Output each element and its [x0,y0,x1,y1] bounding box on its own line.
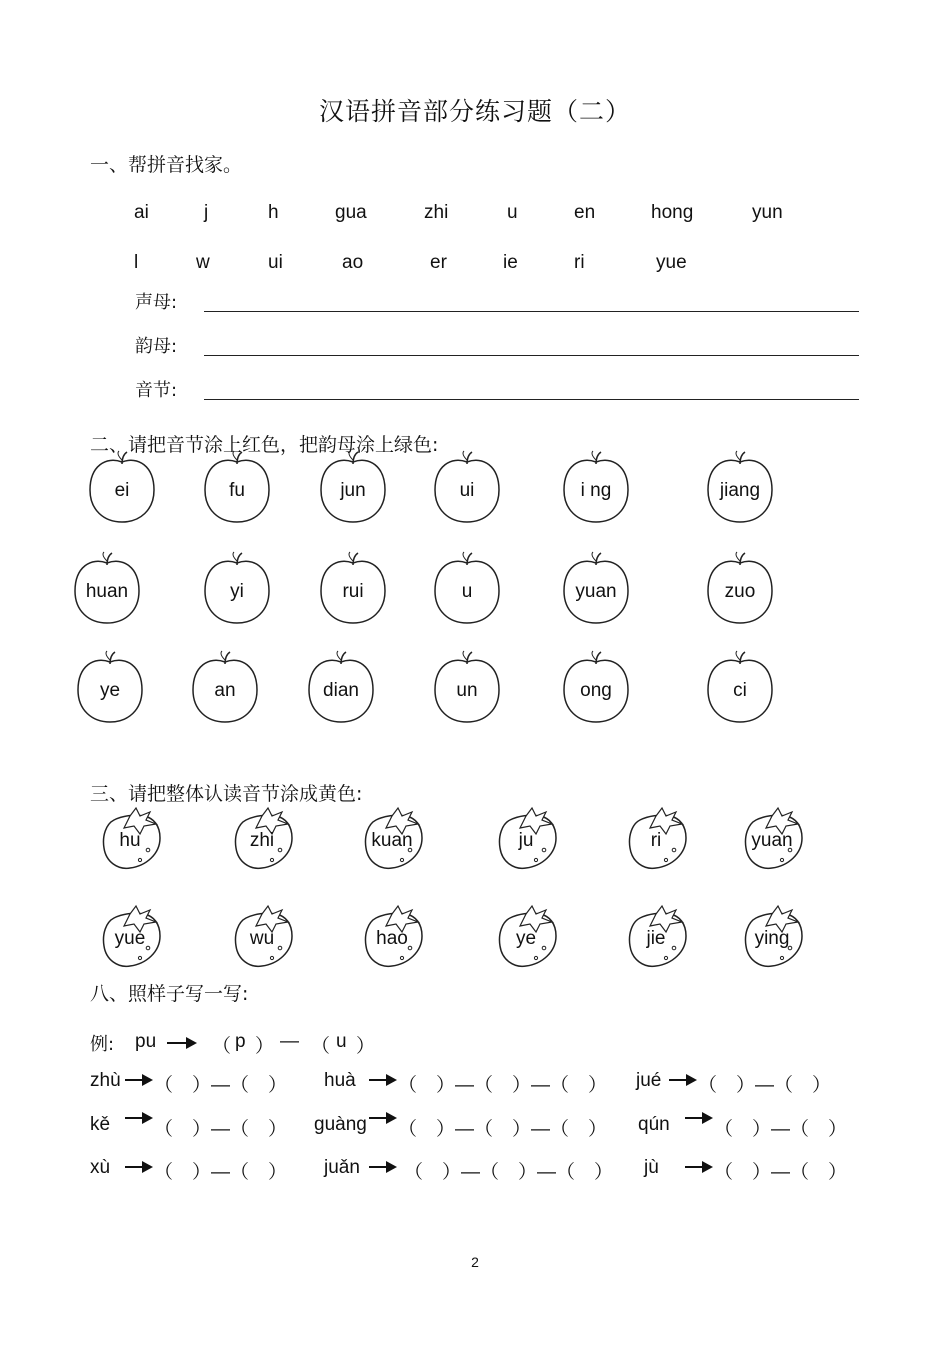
strawberry-fruit[interactable] [362,806,426,872]
strawberry-fruit[interactable] [496,806,560,872]
label-yunmu: 韵母: [135,336,178,357]
apple-fruit[interactable] [560,650,632,726]
apple-fruit[interactable] [317,551,389,627]
strawberry-label: zhi [249,830,275,851]
arrow-icon [368,1073,398,1087]
answer-blanks[interactable]: （ ）—（ ） [698,1075,832,1096]
answer-blanks[interactable]: （ ）—（ ） [154,1119,288,1140]
arrow-icon [124,1111,154,1125]
apple-label: dian [323,680,359,701]
example-paren: ） [255,1036,275,1057]
strawberry-fruit[interactable] [626,904,690,970]
strawberry-fruit[interactable] [232,904,296,970]
exercise-word: huà [324,1070,356,1091]
pinyin-item: en [574,202,596,223]
pinyin-item: ao [342,252,364,273]
pinyin-item: hong [651,202,694,223]
apple-fruit[interactable] [317,450,389,526]
example-paren: （ [311,1036,331,1057]
exercise-word: juǎn [324,1157,360,1178]
apple-fruit[interactable] [431,450,503,526]
section-3-heading: 三、请把整体认读音节涂成黄色: [90,783,363,805]
apple-label: yuan [575,581,617,602]
page-number: 2 [471,1254,479,1270]
apple-fruit[interactable] [189,650,261,726]
arrow-icon [166,1036,198,1050]
strawberry-label: jie [646,928,666,949]
pinyin-item: l [134,252,139,273]
exercise-word: jù [644,1157,659,1178]
exercise-word: xù [90,1157,111,1178]
strawberry-fruit[interactable] [362,904,426,970]
example-word: pu [135,1031,157,1052]
arrow-icon [368,1160,398,1174]
apple-label: ye [99,680,121,701]
example-dash: — [280,1031,299,1052]
pinyin-item: w [196,252,210,273]
apple-fruit[interactable] [201,551,273,627]
answer-blanks[interactable]: （ ）—（ ）—（ ） [398,1075,608,1096]
apple-label: fu [229,480,245,501]
answer-line-yinjie[interactable] [204,399,859,400]
apple-label: u [461,581,473,602]
apple-fruit[interactable] [431,551,503,627]
apple-fruit[interactable] [71,551,143,627]
strawberry-label: ri [650,830,662,851]
answer-line-yunmu[interactable] [204,355,859,356]
answer-blanks[interactable]: （ ）—（ ）—（ ） [404,1162,614,1183]
arrow-icon [124,1073,154,1087]
example-paren: ） [356,1036,376,1057]
strawberry-label: hu [119,830,141,851]
example-answer: u [336,1031,347,1052]
page-title: 汉语拼音部分练习题（二） [318,97,631,126]
exercise-word: zhù [90,1070,121,1091]
pinyin-item: ri [574,252,585,273]
strawberry-label: wu [249,928,275,949]
strawberry-label: ying [754,928,790,949]
apple-label: ei [114,480,130,501]
apple-fruit[interactable] [560,450,632,526]
pinyin-item: zhi [424,202,449,223]
apple-label: ui [459,480,475,501]
strawberry-fruit[interactable] [100,806,164,872]
arrow-icon [684,1160,714,1174]
label-yinjie: 音节: [135,380,178,401]
answer-blanks[interactable]: （ ）—（ ）—（ ） [398,1119,608,1140]
pinyin-item: yue [656,252,687,273]
pinyin-item: er [430,252,447,273]
strawberry-label: yuan [751,830,793,851]
strawberry-fruit[interactable] [742,904,806,970]
example-paren: （ [212,1036,232,1057]
pinyin-item: ui [268,252,283,273]
arrow-icon [668,1073,698,1087]
pinyin-item: ai [134,202,149,223]
strawberry-fruit[interactable] [742,806,806,872]
strawberry-fruit[interactable] [232,806,296,872]
pinyin-item: u [507,202,518,223]
apple-label: un [456,680,478,701]
apple-fruit[interactable] [704,650,776,726]
section-2-heading: 二、请把音节涂上红色，把韵母涂上绿色: [90,434,439,456]
apple-fruit[interactable] [431,650,503,726]
apple-label: i ng [580,480,612,501]
strawberry-label: ye [515,928,537,949]
strawberry-fruit[interactable] [626,806,690,872]
apple-fruit[interactable] [201,450,273,526]
pinyin-item: ie [503,252,518,273]
strawberry-fruit[interactable] [496,904,560,970]
arrow-icon [124,1160,154,1174]
answer-line-shengmu[interactable] [204,311,859,312]
answer-blanks[interactable]: （ ）—（ ） [154,1162,288,1183]
apple-fruit[interactable] [305,650,377,726]
apple-fruit[interactable] [704,551,776,627]
pinyin-item: yun [752,202,783,223]
apple-label: jiang [719,480,761,501]
strawberry-fruit[interactable] [100,904,164,970]
strawberry-label: kuan [371,830,413,851]
section-1-heading: 一、帮拼音找家。 [90,154,243,176]
arrow-icon [684,1111,714,1125]
exercise-word: kě [90,1114,111,1135]
apple-fruit[interactable] [86,450,158,526]
strawberry-label: yue [114,928,146,949]
apple-label: ong [580,680,612,701]
apple-label: yi [230,581,244,602]
exercise-word: qún [638,1114,670,1135]
arrow-icon [368,1111,398,1125]
apple-label: huan [85,581,129,602]
pinyin-item: gua [335,202,367,223]
apple-fruit[interactable] [704,450,776,526]
strawberry-label: hao [376,928,408,949]
answer-blanks[interactable]: （ ）—（ ） [714,1162,848,1183]
exercise-word: guàng [314,1114,367,1135]
apple-label: zuo [724,581,756,602]
apple-label: ci [733,680,747,701]
strawberry-label: ju [518,830,534,851]
label-shengmu: 声母: [135,292,178,313]
example-answer: p [235,1031,246,1052]
section-8-heading: 八、照样子写一写: [90,983,249,1005]
apple-fruit[interactable] [560,551,632,627]
apple-label: rui [342,581,364,602]
example-label: 例: [90,1034,115,1055]
answer-blanks[interactable]: （ ）—（ ） [154,1075,288,1096]
apple-label: jun [340,480,366,501]
pinyin-item: j [204,202,209,223]
apple-label: an [214,680,236,701]
exercise-word: jué [636,1070,662,1091]
answer-blanks[interactable]: （ ）—（ ） [714,1119,848,1140]
pinyin-item: h [268,202,279,223]
apple-fruit[interactable] [74,650,146,726]
